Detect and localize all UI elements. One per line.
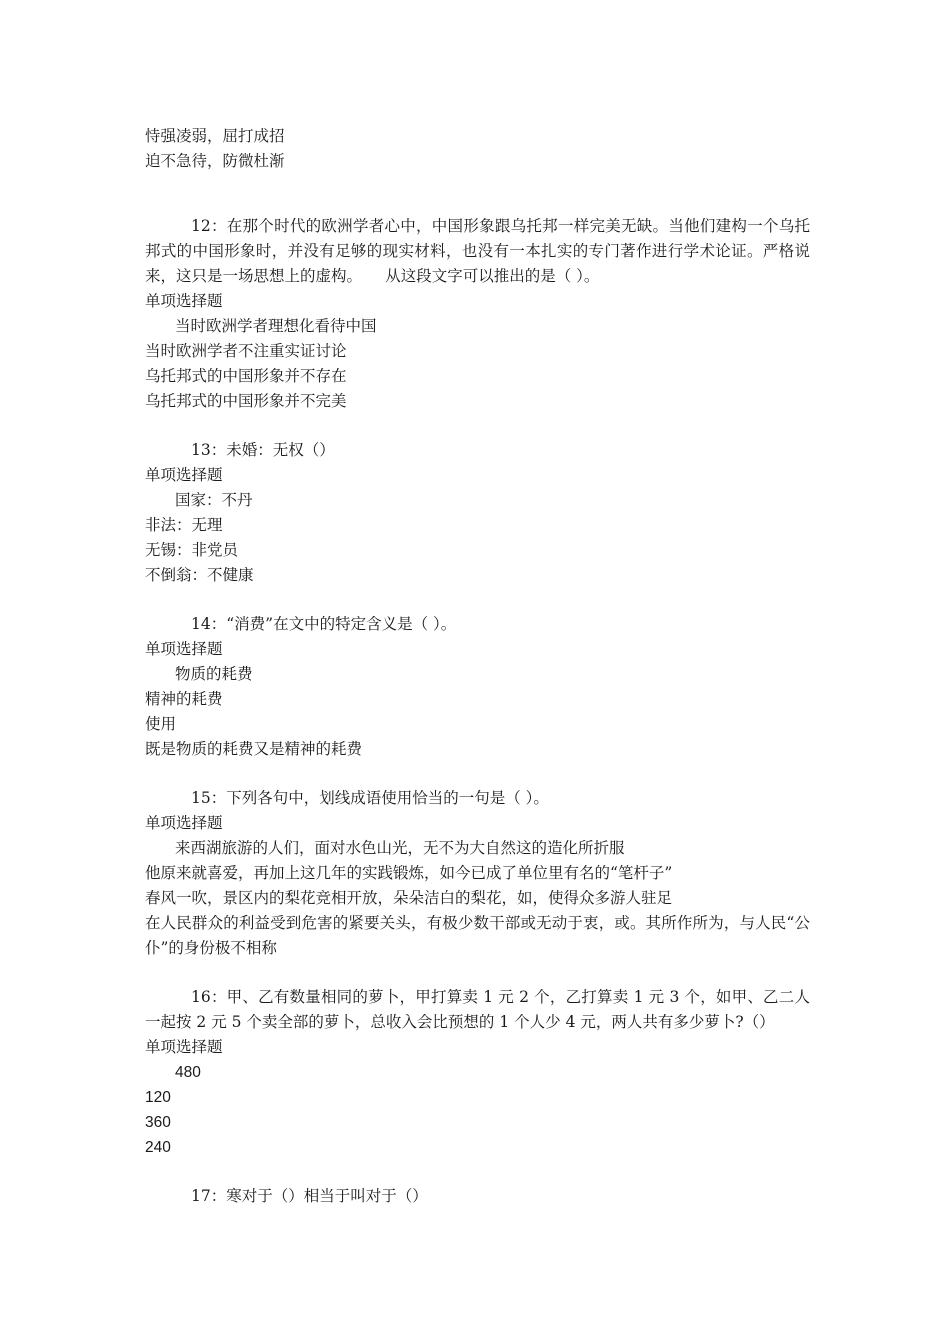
question-12 [145,214,810,414]
option: 物质的耗费 [175,665,253,683]
option: 使用 [145,715,177,733]
option: 120 [145,1089,171,1106]
option: 来西湖旅游的人们，面对水色山光，无不为大自然这的造化所折服 [175,839,625,857]
question-stem: 17：寒对于（）相当于叫对于（） [191,1187,428,1205]
option: 不倒翁：不健康 [145,566,254,584]
question-type: 单项选择题 [145,466,223,484]
question-15 [145,786,810,961]
option: 乌托邦式的中国形象并不完美 [145,392,347,410]
option: 当时欧洲学者不注重实证讨论 [145,342,347,360]
question-type: 单项选择题 [145,1038,223,1056]
question-stem: 15：下列各句中，划线成语使用恰当的一句是（ ）。 [191,789,549,807]
option: 春风一吹，景区内的梨花竞相开放，朵朵洁白的梨花，如，使得众多游人驻足 [145,889,673,907]
option: 既是物质的耗费又是精神的耗费 [145,740,363,758]
question-type: 单项选择题 [145,292,223,310]
previous-question-options [145,124,810,174]
question-17 [145,1184,810,1209]
question-stem: 12：在那个时代的欧洲学者心中，中国形象跟乌托邦一样完美无缺。当他们建构一个乌托邦式的中国形象时，并没有足够的现实材料，也没有一本扎实的专门著作进行学术论证。严格说来，这只是一场思想上的虚构。 从这段文字可以推出的是（ ）。 [145,217,810,285]
question-stem: 14：“消费”在文中的特定含义是（ ）。 [191,615,457,633]
option: 国家：不丹 [175,491,253,509]
question-13 [145,438,810,588]
question-stem: 16：甲、乙有数量相同的萝卜，甲打算卖 1 元 2 个，乙打算卖 1 元 3 个，如甲、乙二人一起按 2 元 5 个卖全部的萝卜，总收入会比预想的 1 个人少 4 元，两人共有多少萝卜?（） [145,988,810,1031]
option: 无锡：非党员 [145,541,239,559]
option: 精神的耗费 [145,690,223,708]
question-14 [145,612,810,762]
option: 迫不急待，防微杜渐 [145,152,285,170]
option: 480 [175,1064,201,1081]
question-type: 单项选择题 [145,640,223,658]
question-type: 单项选择题 [145,814,223,832]
question-16 [145,985,810,1160]
option: 乌托邦式的中国形象并不存在 [145,367,347,385]
option: 当时欧洲学者理想化看待中国 [175,317,377,335]
option: 非法：无理 [145,516,223,534]
option: 恃强凌弱，屈打成招 [145,127,285,145]
option: 240 [145,1139,171,1156]
option: 360 [145,1114,171,1131]
option: 在人民群众的利益受到危害的紧要关头，有极少数干部或无动于衷，或。其所作所为，与人民“公仆”的身份极不相称 [145,914,810,957]
question-stem: 13：未婚：无权（） [191,441,335,459]
option: 他原来就喜爱，再加上这几年的实践锻炼，如今已成了单位里有名的“笔杆子” [145,864,673,882]
document-page [145,124,810,1209]
